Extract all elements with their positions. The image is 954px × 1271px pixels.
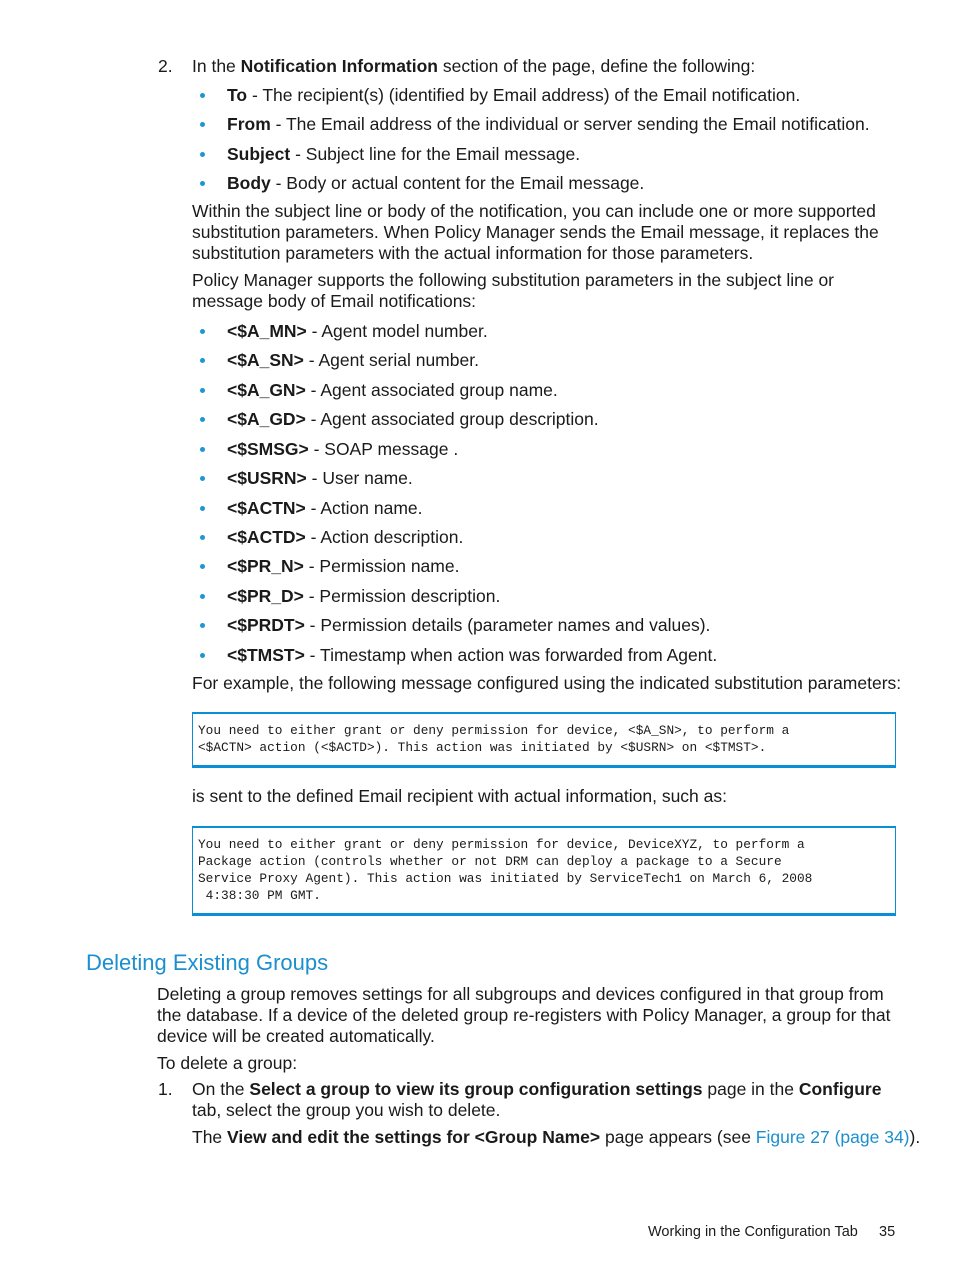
code-block-actual — [192, 826, 896, 916]
bullet-icon — [200, 506, 205, 511]
footer-section-title: Working in the Configuration Tab — [648, 1224, 858, 1240]
step-1-result: The View and edit the settings for <Group Name> page appears (see Figure 27 (page 34)). — [192, 1127, 921, 1147]
bullet-icon — [200, 329, 205, 334]
page-number: 35 — [879, 1224, 896, 1240]
bullet-icon — [200, 181, 205, 186]
notification-information-label: Notification Information — [240, 56, 439, 76]
bullet-icon — [200, 476, 205, 481]
bullet-icon — [200, 93, 205, 98]
step-number: 2. — [158, 56, 173, 76]
sent-paragraph: is sent to the defined Email recipient with actual information, such as: — [192, 786, 727, 806]
bullet-icon — [200, 358, 205, 363]
code-actual-text: You need to either grant or deny permission for device, DeviceXYZ, to perform a Package action (controls whether or not DRM can deploy a package to a Secure Service Proxy Agent). This action was initiated by ServiceTech1 on March 6, 2008 4:38:30 PM GMT. — [198, 837, 813, 903]
bullet-icon — [200, 122, 205, 127]
code-template-text: You need to either grant or deny permission for device, <$A_SN>, to perform a <$ACTN> action (<$ACTD>). This action was initiated by <$USRN> on <$TMST>. — [198, 723, 790, 755]
step-1-text: On the Select a group to view its group configuration settings page in the Configure tab, select the group you wish to delete. — [192, 1079, 882, 1120]
bullet-icon — [200, 535, 205, 540]
bullet-icon — [200, 653, 205, 658]
code-block-template — [192, 712, 896, 768]
to-delete-paragraph: To delete a group: — [157, 1053, 298, 1073]
bullet-icon — [200, 594, 205, 599]
step-1-number: 1. — [158, 1079, 173, 1099]
bullet-icon — [200, 447, 205, 452]
bullet-icon — [200, 152, 205, 157]
supports-paragraph: Policy Manager supports the following substitution parameters in the subject line or message body of Email notifications: — [192, 270, 835, 311]
figure-27-link[interactable]: Figure 27 (page 34) — [755, 1127, 910, 1147]
deleting-paragraph: Deleting a group removes settings for all subgroups and devices configured in that group from the database. If a device of the deleted group re-registers with Policy Manager, a group for that device will be created automatically. — [157, 984, 891, 1046]
bullet-icon — [200, 388, 205, 393]
example-paragraph: For example, the following message configured using the indicated substitution parameters: — [192, 673, 902, 693]
substitution-paragraph: Within the subject line or body of the notification, you can include one or more supported substitution parameters. When Policy Manager sends the Email message, it replaces the substitution parameters with the actual information for those parameters. — [192, 201, 879, 263]
section-heading: Deleting Existing Groups — [86, 950, 329, 975]
bullet-icon — [200, 417, 205, 422]
bullet-icon — [200, 623, 205, 628]
bullet-icon — [200, 564, 205, 569]
step-2-text: In the Notification Information section of the page, define the following: — [192, 56, 756, 76]
